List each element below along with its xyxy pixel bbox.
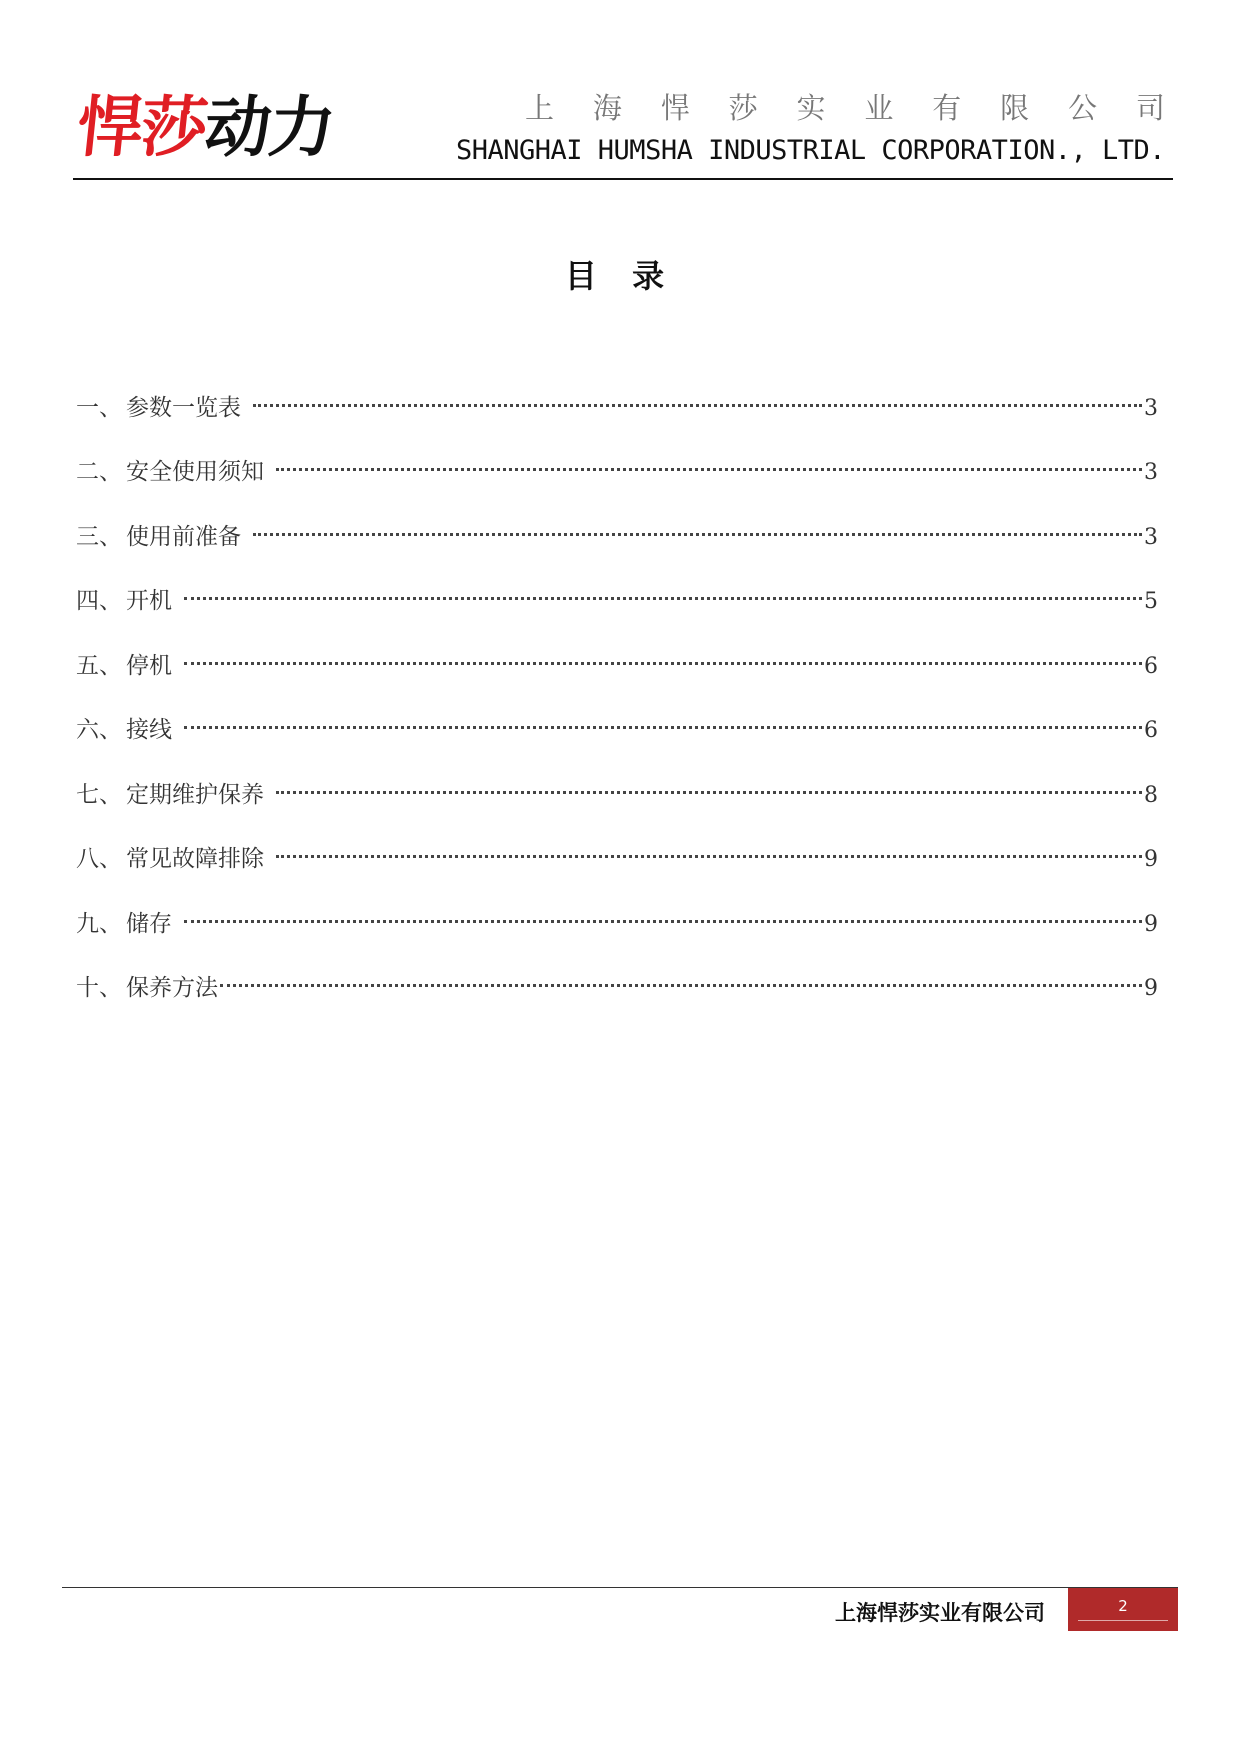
toc-leader-dots bbox=[276, 791, 1142, 794]
company-cn-char: 上 bbox=[525, 91, 555, 125]
toc-leader-dots bbox=[184, 597, 1142, 600]
toc-entry-label: 开机 bbox=[126, 588, 172, 614]
toc-entry-page: 5 bbox=[1144, 589, 1158, 614]
toc-entry-label: 停机 bbox=[126, 653, 172, 679]
toc-entry-label: 储存 bbox=[126, 911, 172, 937]
toc-entry-number: 八、 bbox=[76, 846, 122, 872]
toc-entry[interactable] bbox=[76, 646, 1158, 686]
toc-entry-page: 9 bbox=[1144, 847, 1158, 872]
company-cn-char: 悍 bbox=[660, 91, 690, 125]
toc-entry[interactable] bbox=[76, 517, 1158, 557]
toc-entry-number: 二、 bbox=[76, 459, 122, 485]
toc-leader-dots bbox=[276, 468, 1142, 471]
page-number-underline bbox=[1078, 1620, 1168, 1621]
toc-leader-dots bbox=[253, 533, 1142, 536]
toc-entry-number: 一、 bbox=[76, 395, 122, 421]
toc-entry[interactable] bbox=[76, 904, 1158, 944]
footer-company-name: 上海悍莎实业有限公司 bbox=[835, 1601, 1045, 1625]
company-cn-char: 限 bbox=[1000, 91, 1030, 125]
page-title: 目 录 bbox=[564, 257, 677, 295]
company-cn-char: 公 bbox=[1068, 91, 1098, 125]
brand-logo bbox=[73, 88, 337, 168]
header-divider bbox=[73, 178, 1173, 180]
toc-entry-label: 保养方法 bbox=[126, 975, 218, 1001]
company-cn-char: 司 bbox=[1135, 91, 1165, 125]
toc-leader-dots bbox=[253, 404, 1142, 407]
toc-entry-number: 三、 bbox=[76, 524, 122, 550]
toc-leader-dots bbox=[220, 984, 1142, 987]
company-name-english: SHANGHAI HUMSHA INDUSTRIAL CORPORATION., LTD. bbox=[456, 135, 1165, 166]
toc-entry-label: 安全使用须知 bbox=[126, 459, 264, 485]
page-number: 2 bbox=[1118, 1597, 1128, 1615]
toc-entry-page: 9 bbox=[1144, 912, 1158, 937]
toc-leader-dots bbox=[184, 662, 1142, 665]
logo-black-text: 动力 bbox=[201, 89, 338, 166]
toc-entry-label: 常见故障排除 bbox=[126, 846, 264, 872]
toc-entry[interactable] bbox=[76, 388, 1158, 428]
toc-entry-label: 参数一览表 bbox=[126, 395, 241, 421]
toc-leader-dots bbox=[276, 855, 1142, 858]
toc-entry-label: 使用前准备 bbox=[126, 524, 241, 550]
company-cn-char: 海 bbox=[592, 91, 622, 125]
company-cn-char: 业 bbox=[864, 91, 894, 125]
logo-red-text: 悍莎 bbox=[73, 89, 210, 166]
toc-entry-label: 定期维护保养 bbox=[126, 782, 264, 808]
toc-entry-number: 六、 bbox=[76, 717, 122, 743]
toc-entry-page: 3 bbox=[1144, 396, 1158, 421]
toc-entry-page: 6 bbox=[1144, 654, 1158, 679]
toc-entry[interactable] bbox=[76, 452, 1158, 492]
toc-entry-number: 九、 bbox=[76, 911, 122, 937]
toc-entry-number: 十、 bbox=[76, 975, 122, 1001]
toc-entry-label: 接线 bbox=[126, 717, 172, 743]
toc-entry-page: 8 bbox=[1144, 783, 1158, 808]
toc-entry-page: 9 bbox=[1144, 976, 1158, 1001]
page-number-box bbox=[1068, 1588, 1178, 1631]
toc-entry-page: 3 bbox=[1144, 525, 1158, 550]
toc-leader-dots bbox=[184, 920, 1142, 923]
toc-entry[interactable] bbox=[76, 710, 1158, 750]
page-header bbox=[73, 88, 1173, 180]
toc-entry-number: 四、 bbox=[76, 588, 122, 614]
company-cn-char: 莎 bbox=[728, 91, 758, 125]
toc-entry-page: 6 bbox=[1144, 718, 1158, 743]
toc-entry[interactable] bbox=[76, 968, 1158, 1008]
company-cn-char: 有 bbox=[932, 91, 962, 125]
toc-entry-number: 七、 bbox=[76, 782, 122, 808]
toc-leader-dots bbox=[184, 726, 1142, 729]
toc-entry[interactable] bbox=[76, 839, 1158, 879]
footer-divider bbox=[62, 1587, 1178, 1588]
toc-entry-number: 五、 bbox=[76, 653, 122, 679]
toc-entry[interactable] bbox=[76, 775, 1158, 815]
toc-entry-page: 3 bbox=[1144, 460, 1158, 485]
company-cn-char: 实 bbox=[796, 91, 826, 125]
toc-entry[interactable] bbox=[76, 581, 1158, 621]
company-name-chinese bbox=[525, 90, 1165, 126]
